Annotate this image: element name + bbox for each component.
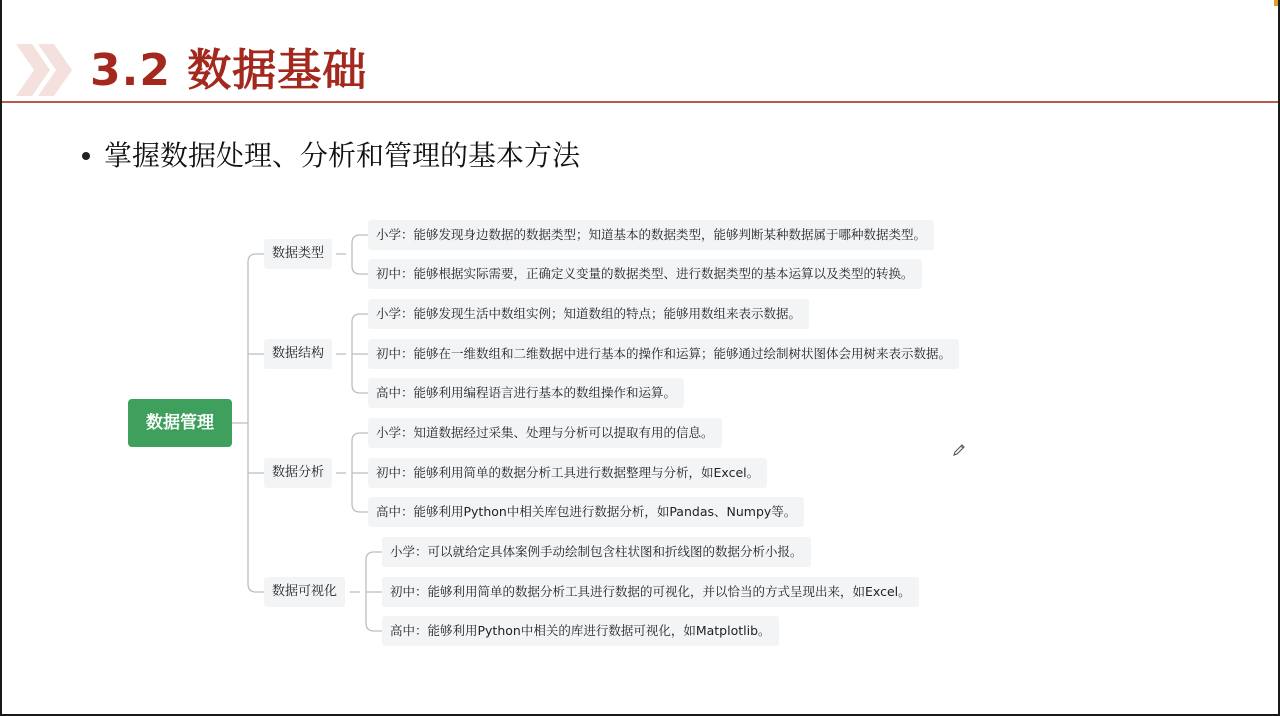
leaf-types-middle: 初中：能够根据实际需要，正确定义变量的数据类型、进行数据类型的基本运算以及类型的转换。 (368, 259, 922, 289)
leaf-analysis-primary: 小学：知道数据经过采集、处理与分析可以提取有用的信息。 (368, 418, 722, 448)
bullet-text: 掌握数据处理、分析和管理的基本方法 (104, 139, 581, 172)
slide (2, 0, 1278, 714)
category-data-visualization: 数据可视化 (264, 577, 345, 607)
leaf-visualization-middle: 初中：能够利用简单的数据分析工具进行数据的可视化，并以恰当的方式呈现出来，如Excel。 (382, 577, 919, 607)
leaf-visualization-primary: 小学：可以就给定具体案例手动绘制包含柱状图和折线图的数据分析小报。 (382, 537, 811, 567)
pencil-icon[interactable] (952, 443, 966, 457)
leaf-analysis-middle: 初中：能够利用简单的数据分析工具进行数据整理与分析，如Excel。 (368, 458, 767, 488)
leaf-structures-high: 高中：能够利用编程语言进行基本的数组操作和运算。 (368, 378, 684, 408)
category-data-structures: 数据结构 (264, 339, 332, 369)
category-data-analysis: 数据分析 (264, 458, 332, 488)
leaf-types-primary: 小学：能够发现身边数据的数据类型；知道基本的数据类型，能够判断某种数据属于哪种数据类型。 (368, 220, 934, 250)
slide-title: 3.2 数据基础 (90, 45, 368, 96)
leaf-visualization-high: 高中：能够利用Python中相关的库进行数据可视化，如Matplotlib。 (382, 616, 779, 646)
mindmap-root: 数据管理 (128, 399, 232, 447)
leaf-analysis-high: 高中：能够利用Python中相关库包进行数据分析，如Pandas、Numpy等。 (368, 497, 804, 527)
mindmap (2, 0, 1278, 714)
leaf-structures-primary: 小学：能够发现生活中数组实例；知道数组的特点；能够用数组来表示数据。 (368, 299, 809, 329)
category-data-types: 数据类型 (264, 239, 332, 269)
leaf-structures-middle: 初中：能够在一维数组和二维数据中进行基本的操作和运算；能够通过绘制树状图体会用树来表示数据。 (368, 339, 959, 369)
